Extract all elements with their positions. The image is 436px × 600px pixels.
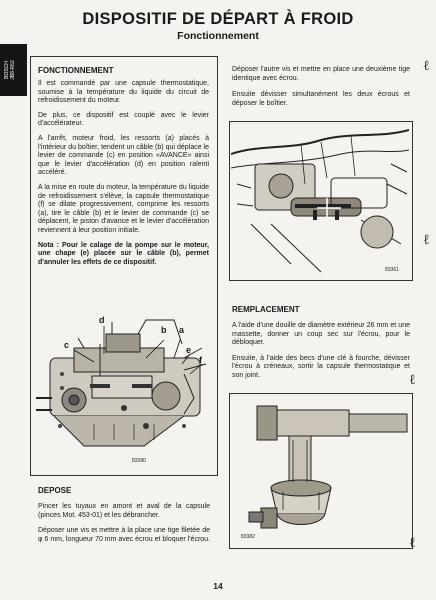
corner-mark-mid: ℓ — [423, 232, 430, 248]
fig-label-a: a — [179, 325, 185, 335]
page-title: DISPOSITIF DE DÉPART À FROID — [82, 10, 354, 28]
right-intro-text — [232, 66, 410, 108]
fonctionnement-p1: Il est commandé par une capsule thermostatique, soumise à la température du liquide du circuit de refroidissement du moteur. — [38, 80, 209, 105]
remplacement-text — [232, 322, 410, 381]
fig-label-f: f — [199, 355, 202, 365]
fig-code-83361: 83361 — [385, 267, 399, 273]
depose-heading: DEPOSE — [38, 486, 72, 495]
fonctionnement-p3: A l'arrêt, moteur froid, les ressorts (a) placés à l'intérieur du boîtier, tendent un câble (b) qui déplace le levier de commande (c) en position «AVANCE» ainsi que le levier d'accélération (d) en position ralenti accéléré. — [38, 134, 209, 177]
fonctionnement-heading: FONCTIONNEMENT — [38, 66, 114, 75]
tab-line-1: BOSCH — [4, 61, 10, 79]
section-tab — [0, 44, 27, 96]
remplacement-p2: Ensuite, à l'aide des becs d'une clé à fourche, dévisser l'écrou à créneaux, sortir la capsule thermostatique et son joint. — [232, 354, 410, 379]
corner-mark-bottom: ℓ — [409, 535, 416, 551]
fonctionnement-note: Nota : Pour le calage de la pompe sur le moteur, une chape (e) placée sur le câble (b), permet d'annuler les effets de ce dispositif. — [38, 241, 209, 266]
fig-code-83280: 83280 — [132, 458, 146, 464]
capsule-removal-figure — [231, 396, 409, 544]
fig-code-83382: 83382 — [241, 534, 255, 540]
depose-text — [38, 503, 210, 544]
fig-label-d: d — [99, 315, 105, 325]
fig-label-e: e — [186, 345, 192, 355]
page-subtitle: Fonctionnement — [177, 30, 259, 42]
fonctionnement-text — [38, 80, 209, 267]
fonctionnement-p4: A la mise en route du moteur, la température du liquide de refroidissement s'élève, la capsule thermostatique (f) se dilate progressivement, comprime les ressorts (a), tire le câble (b) et le levier de commande (c) se déplacent, le piston d'avance et le levier d'accélération reviennent à leur position initiale. — [38, 183, 209, 234]
depose-p2: Déposer une vis et mettre à la place une tige filetée de φ 6 mm, longueur 70 mm avec écrou et bloquer l'écrou. — [38, 527, 211, 543]
injection-pump-figure — [34, 314, 212, 470]
right-p2: Ensuite dévisser simultanément les deux écrous et déposer le boîtier. — [232, 91, 410, 107]
fig-label-b: b — [161, 325, 167, 335]
corner-mark-upper-right: ℓ — [409, 372, 416, 388]
remplacement-heading: REMPLACEMENT — [232, 305, 300, 314]
page-number: 14 — [213, 581, 223, 591]
depose-p1: Pincer les tuyaux en amont et aval de la capsule (pinces Mot. 453-01) et les débrancher. — [38, 503, 210, 519]
fonctionnement-p2: De plus, ce dispositif est couplé avec le levier d'accélérateur. — [38, 111, 209, 128]
fig-label-c: c — [64, 340, 70, 350]
corner-mark-top: ℓ — [423, 58, 430, 74]
remplacement-p1 — [232, 322, 410, 348]
remplacement-p1-text: A l'aide d'une douille de diamètre extérieur 26 mm et une massette, donner un coup sec sur l'écrou, pour le débloquer. — [232, 322, 410, 347]
right-p1: Déposer l'autre vis et mettre en place une deuxième tige identique avec écrou. — [232, 66, 410, 82]
tab-line-2: JB8-R62 — [10, 60, 16, 80]
cold-start-device-figure — [231, 124, 409, 276]
